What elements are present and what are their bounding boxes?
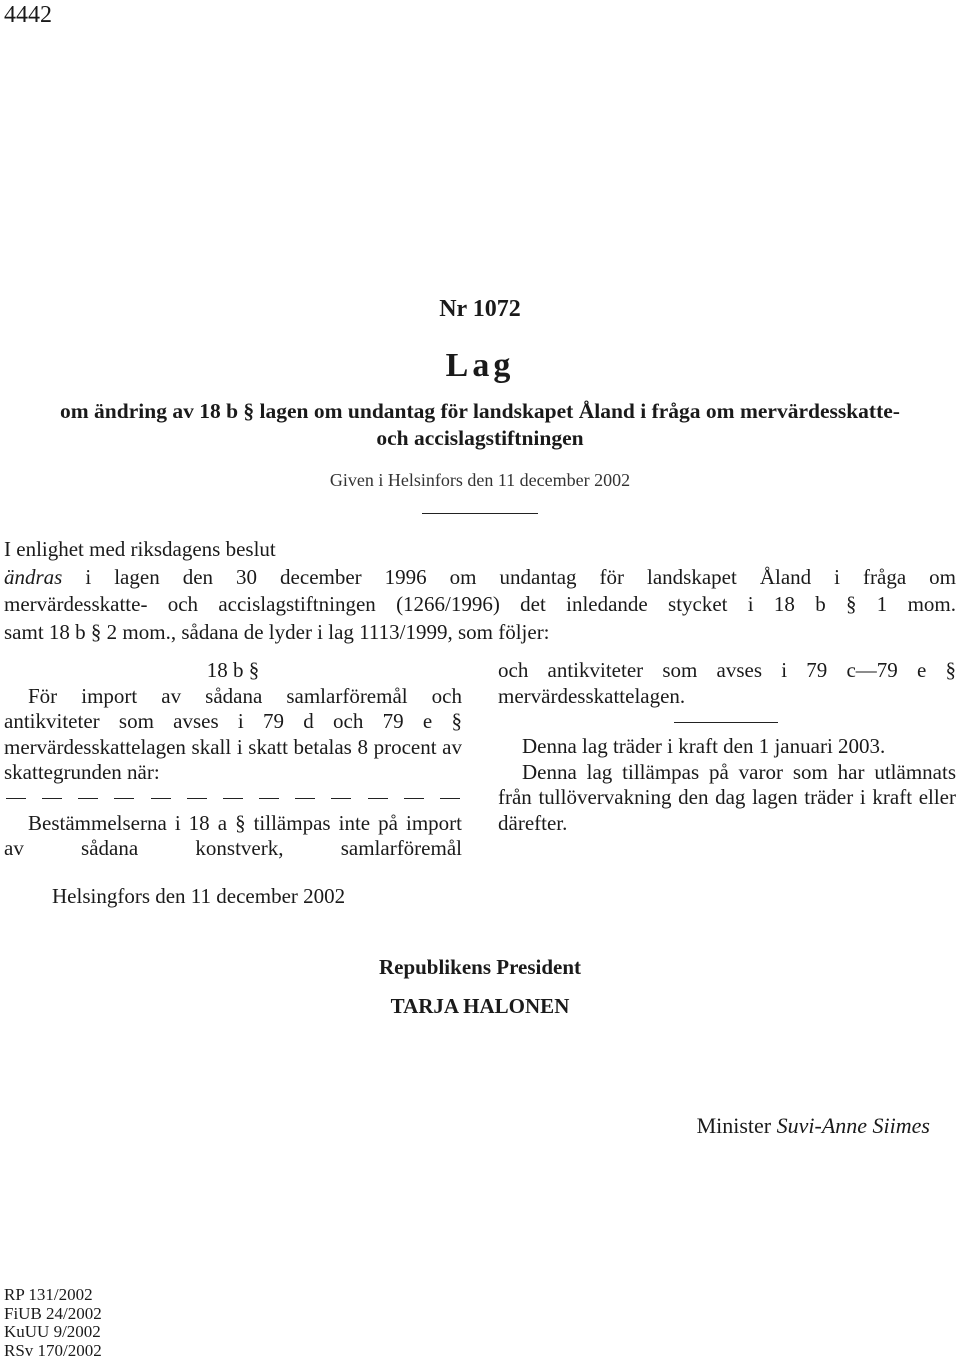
header-divider — [422, 513, 538, 514]
minister-name: Suvi-Anne Siimes — [776, 1113, 930, 1138]
right-divider — [674, 722, 778, 723]
section-heading: 18 b § — [206, 658, 260, 682]
section-paragraph-1: För import av sådana samlarföremål och antikviteter som avses i 79 d och 79 e § mervärdesskattelagen skall i skatt betalas 8 procent av skattegrunden när: — [4, 683, 462, 784]
intro-line-2 — [4, 564, 956, 592]
minister-line — [697, 1113, 930, 1139]
signer-title: Republikens President — [378, 955, 582, 979]
intro-line-1: I enlighet med riksdagens beslut — [4, 537, 276, 561]
references — [4, 1286, 102, 1360]
right-paragraph-3: Denna lag tillämpas på varor som har utlämnats från tullövervakning den dag lagen träder i kraft eller därefter. — [498, 759, 956, 835]
document-title-line-2: och accislagstiftningen — [376, 426, 584, 450]
given-date: Given i Helsinfors den 11 december 2002 — [329, 470, 631, 490]
omission-dash — [295, 798, 315, 799]
omission-dash — [259, 798, 279, 799]
document-number: Nr 1072 — [439, 296, 521, 322]
omission-dash — [78, 798, 98, 799]
omission-dashes — [4, 786, 462, 811]
right-paragraph-2: Denna lag träder i kraft den 1 januari 2003. — [522, 734, 886, 758]
document-title — [0, 398, 960, 452]
omission-dash — [6, 798, 26, 799]
omission-dash — [440, 798, 460, 799]
right-paragraph-1: och antikviteter som avses i 79 c—79 e § mervärdesskattelagen. — [498, 658, 956, 708]
intro-line-4: samt 18 b § 2 mom., sådana de lyder i lag 1113/1999, som följer: — [4, 619, 550, 644]
right-divider-wrap — [498, 709, 956, 734]
intro-line-2-text: i lagen den 30 december 1996 om undantag för landskapet Åland i fråga om — [62, 564, 956, 589]
left-column — [4, 658, 462, 862]
section-paragraph-2: Bestämmelserna i 18 a § tillämpas inte på import av sådana konstverk, samlarföremål — [4, 810, 462, 860]
page-number: 4442 — [4, 2, 52, 28]
omission-dash — [187, 798, 207, 799]
reference-item: RSv 170/2002 — [4, 1340, 102, 1360]
intro-italic-word: ändras — [4, 564, 63, 589]
reference-item: RP 131/2002 — [4, 1285, 93, 1304]
document-title-line-1: om ändring av 18 b § lagen om undantag för landskapet Åland i fråga om mervärdesskatte- — [60, 399, 900, 423]
reference-item: KuUU 9/2002 — [4, 1322, 101, 1341]
signer-name: TARJA HALONEN — [390, 994, 570, 1018]
reference-item: FiUB 24/2002 — [4, 1303, 102, 1323]
omission-dash — [404, 798, 424, 799]
omission-dash — [331, 798, 351, 799]
place-and-date: Helsingfors den 11 december 2002 — [52, 884, 346, 908]
omission-dash — [223, 798, 243, 799]
intro-paragraph — [4, 536, 956, 646]
intro-line-3: mervärdesskatte- och accislagstiftningen (1266/1996) det inledande stycket i 18 b § 1 mom. — [4, 592, 956, 616]
right-column — [498, 658, 956, 836]
omission-dash — [368, 798, 388, 799]
omission-dash — [151, 798, 171, 799]
minister-label: Minister — [696, 1113, 772, 1138]
omission-dash — [114, 798, 134, 799]
document-type: Lag — [445, 347, 515, 384]
omission-dash — [42, 798, 62, 799]
